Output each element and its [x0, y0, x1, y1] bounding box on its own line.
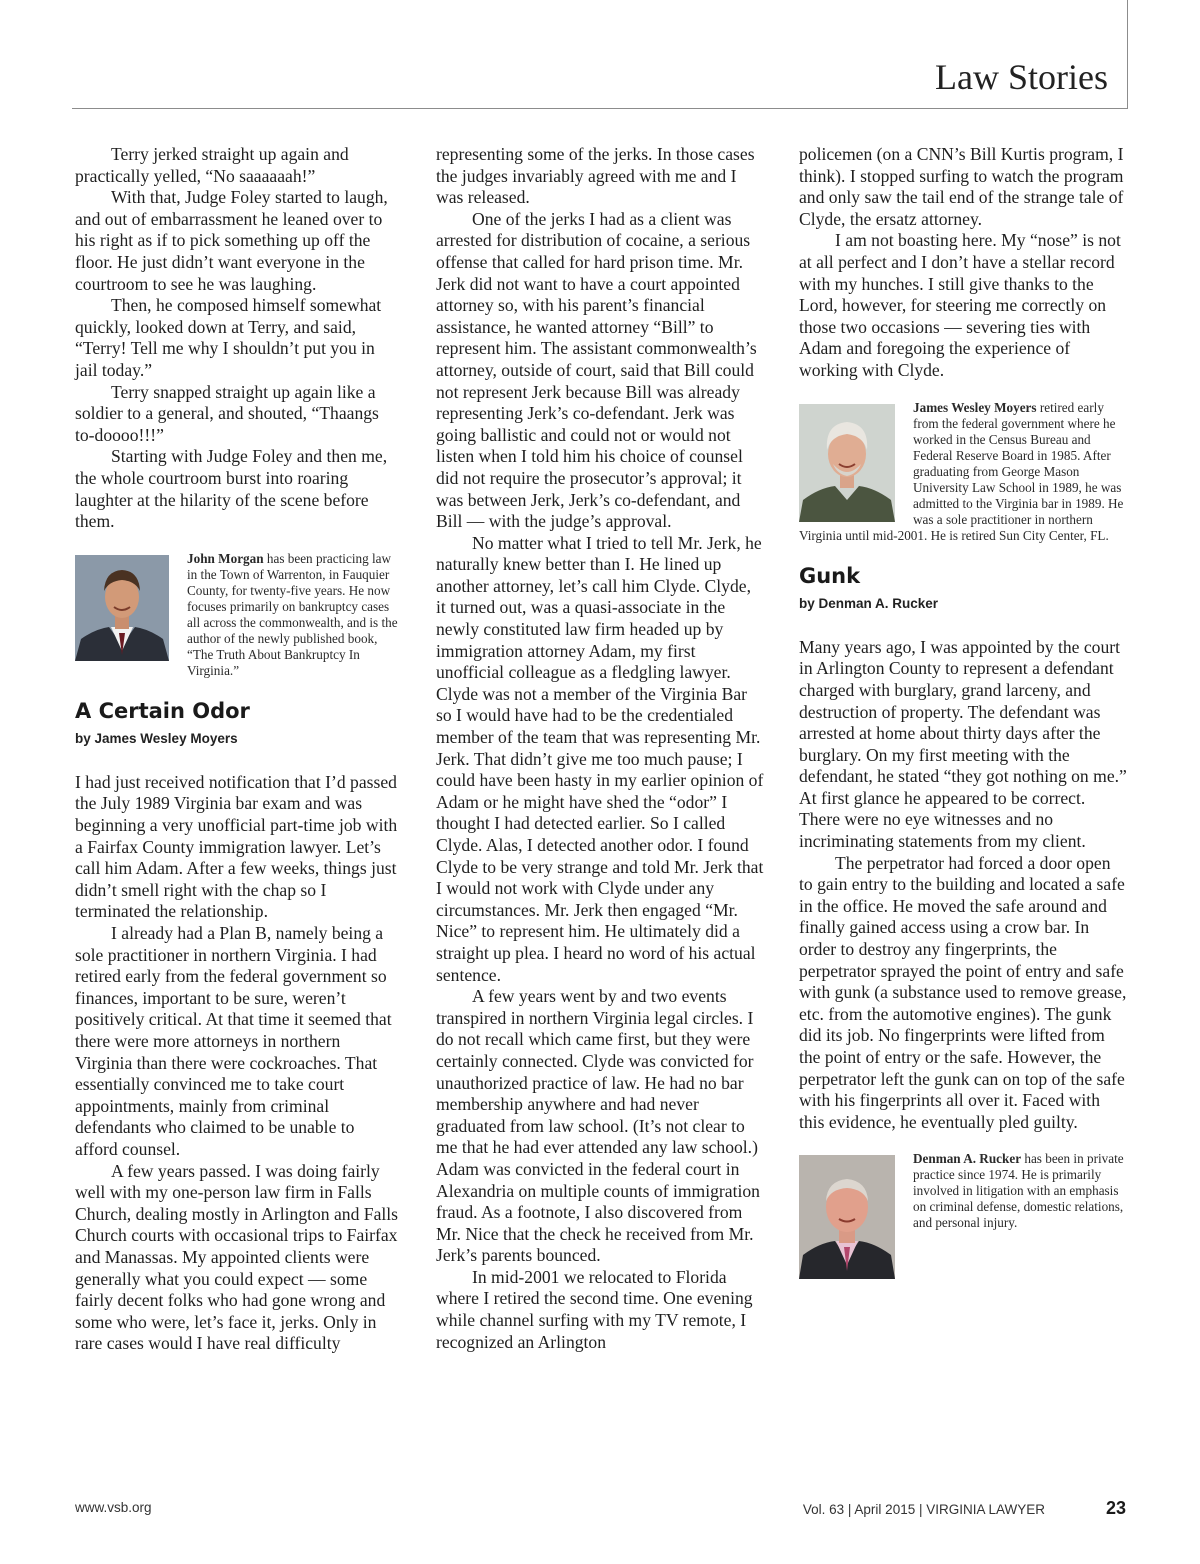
author-bio-denman-rucker [799, 1151, 1127, 1283]
author-bio-james-wesley-moyers [799, 400, 1127, 544]
footer-website: www.vsb.org [75, 1500, 152, 1515]
author-photo-james-wesley-moyers [799, 404, 895, 522]
author-photo-denman-rucker [799, 1155, 895, 1279]
column-2 [436, 144, 764, 1353]
section-title: Law Stories [935, 57, 1108, 97]
story-byline: by Denman A. Rucker [799, 596, 939, 612]
paragraph: Many years ago, I was appointed by the court in Arlington County to represent a defendant charged with burglary, grand larceny, and destruction of property. The defendant was arrested at home about thirty days after the burglary. On my first meeting with the defendant, he stated “they got nothing on me.” At first glance he appeared to be correct. There were no eye witnesses and no incriminating statements from my client. [799, 636, 1127, 852]
bio-name: Denman A. Rucker [913, 1151, 1022, 1167]
paragraph: Terry snapped straight up again like a soldier to a general, and shouted, “Thaangs to-doooo!!!” [75, 381, 379, 445]
paragraph: The perpetrator had forced a door open to gain entry to the building and located a safe in the office. He moved the safe around and finally gained access using a crow bar. In order to destroy any fingerprints, the perpetrator sprayed the point of entry and safe with gunk (a substance used to remove grease, etc. from the automotive engines). The gunk did its job. No fingerprints were lifted from the point of entry or the safe. However, the perpetrator left the gunk can on top of the safe with his fingerprints all over it. Faced with this evidence, he eventually pled guilty. [799, 852, 1127, 1132]
paragraph: A few years went by and two events transpired in northern Virginia legal circles. I do not recall which came first, but they were certainly connected. Clyde was convicted for unauthorized practice of law. He had no bar membership anywhere and had never graduated from law school. (It’s not clear to me that he had ever attended any law school.) Adam was convicted in the federal court in Alexandria on multiple counts of immigration fraud. As a footnote, I also discovered from Mr. Nice that the check he received from Mr. Jerk’s parents bounced. [436, 986, 760, 1266]
story-title: Gunk [799, 563, 861, 588]
paragraph: Starting with Judge Foley and then me, the whole courtroom burst into roaring laughter at the hilarity of the scene before them. [75, 446, 388, 532]
story-title: A Certain Odor [75, 698, 250, 723]
paragraph: In mid-2001 we relocated to Florida where I retired the second time. One evening while channel surfing with my TV remote, I recognized an Arlington [436, 1266, 753, 1352]
page-number: 23 [1105, 1498, 1126, 1518]
paragraph: Terry jerked straight up again and practically yelled, “No saaaaaah!” [75, 144, 349, 186]
bio-text: has been in private practice since 1974. He is primarily involved in litigation with an emphasis on criminal defense, domestic relations, and personal injury. [913, 1151, 1124, 1231]
footer-issue: Vol. 63 | April 2015 | VIRGINIA LAWYER [802, 1502, 1045, 1517]
column-1 [75, 144, 401, 1355]
paragraph: One of the jerks I had as a client was arrested for distribution of cocaine, a serious offense that called for hard prison time. Mr. Jerk did not want to have a court appointed attorney so, with his parent’s financial assistance, he wanted attorney “Bill” to represent him. The assistant commonwealth’s attorney, outside of court, said that Bill could not represent Jerk because Bill was already representing Jerk’s co-defendant. Jerk was going ballistic and could not or would not listen when I told him his choice of counsel did not require the prosecutor’s approval; it was between Jerk, Jerk’s co-defendant, and Bill — with the judge’s approval. [436, 208, 757, 532]
paragraph: No matter what I tried to tell Mr. Jerk, he naturally knew better than I. He lined up another attorney, let’s call him Clyde. Clyde, it turned out, was a quasi-associate in the newly constituted law firm headed up by immigration attorney Adam, my first unofficial colleague as a fledgling lawyer. Clyde was not a member of the Virginia Bar so I would have had to be the credentialed member of the team that was representing Mr. Jerk. That didn’t give me too much pause; I could have been hasty in my earlier opinion of Adam or he might have shed the “odor” I thought I had detected earlier. So I called Clyde. Alas, I detected another odor. I found Clyde to be very strange and told Mr. Jerk that I would not work with Clyde under any circumstances. Mr. Jerk then engaged “Mr. Nice” to represent him. He ultimately did a straight up plea. I heard no word of his actual sentence. [436, 532, 764, 985]
bio-name: John Morgan [187, 550, 264, 566]
paragraph: representing some of the jerks. In those cases the judges invariably agreed with me and I was released. [436, 144, 755, 208]
author-photo-john-morgan [75, 555, 169, 661]
bio-name: James Wesley Moyers [913, 399, 1037, 415]
story-byline: by James Wesley Moyers [75, 731, 238, 747]
bio-text: retired early from the federal government where he worked in the Census Bureau and Federal Reserve Board in 1985. After graduating from George Mason University Law School in 1989, he was admitted to the Virginia bar in 1989. He was a sole practitioner in northern Virginia until mid-2001. He is retired Sun City Center, FL. [799, 399, 1124, 543]
paragraph: Then, he composed himself somewhat quickly, looked down at Terry, and said, “Terry! Tell me why I shouldn’t put you in jail today.” [75, 295, 382, 380]
header-rule [72, 108, 1128, 109]
paragraph: With that, Judge Foley started to laugh, and out of embarrassment he leaned over to his right as if to pick something up off the floor. He just didn’t want everyone in the courtroom to see he was laughing. [75, 187, 388, 294]
author-bio-john-morgan [75, 551, 401, 679]
paragraph: I already had a Plan B, namely being a sole practitioner in northern Virginia. I had retired early from the federal government so finances, important to be sure, weren’t positively critical. At that time it seemed that there were more attorneys in northern Virginia than there were cockroaches. That essentially convinced me to take court appointments, mainly from criminal defendants who claimed to be unable to afford counsel. [75, 923, 392, 1159]
bio-text: has been practicing law in the Town of Warrenton, in Fauquier County, for twenty-five years. He now focuses primarily on bankruptcy cases all across the commonwealth, and is the author of the newly published book, “The Truth About Bankruptcy In Virginia.” [187, 550, 398, 678]
paragraph: I am not boasting here. My “nose” is not at all perfect and I don’t have a stellar record with my hunches. I still give thanks to the Lord, however, for steering me correctly on those two occasions — severing ties with Adam and foregoing the experience of working with Clyde. [799, 230, 1121, 380]
paragraph: I had just received notification that I’d passed the July 1989 Virginia bar exam and was beginning a very unofficial part-time job with a Fairfax County immigration lawyer. Let’s call him Adam. After a few weeks, things just didn’t smell right with the chap so I terminated the relationship. [75, 771, 398, 922]
paragraph: A few years passed. I was doing fairly well with my one-person law firm in Falls Church, dealing mostly in Arlington and Falls Church courts with occasional trips to Fairfax and Manassas. My appointed clients were generally what you could expect — some fairly decent folks who had gone wrong and some who were, let’s face it, jerks. Only in rare cases would I have real difficulty [75, 1160, 399, 1354]
paragraph: policemen (on a CNN’s Bill Kurtis program, I think). I stopped surfing to watch the program and only saw the tail end of the strange tale of Clyde, the ersatz attorney. [799, 144, 1124, 229]
column-3 [799, 144, 1127, 1283]
header-vertical-rule [1127, 0, 1128, 109]
